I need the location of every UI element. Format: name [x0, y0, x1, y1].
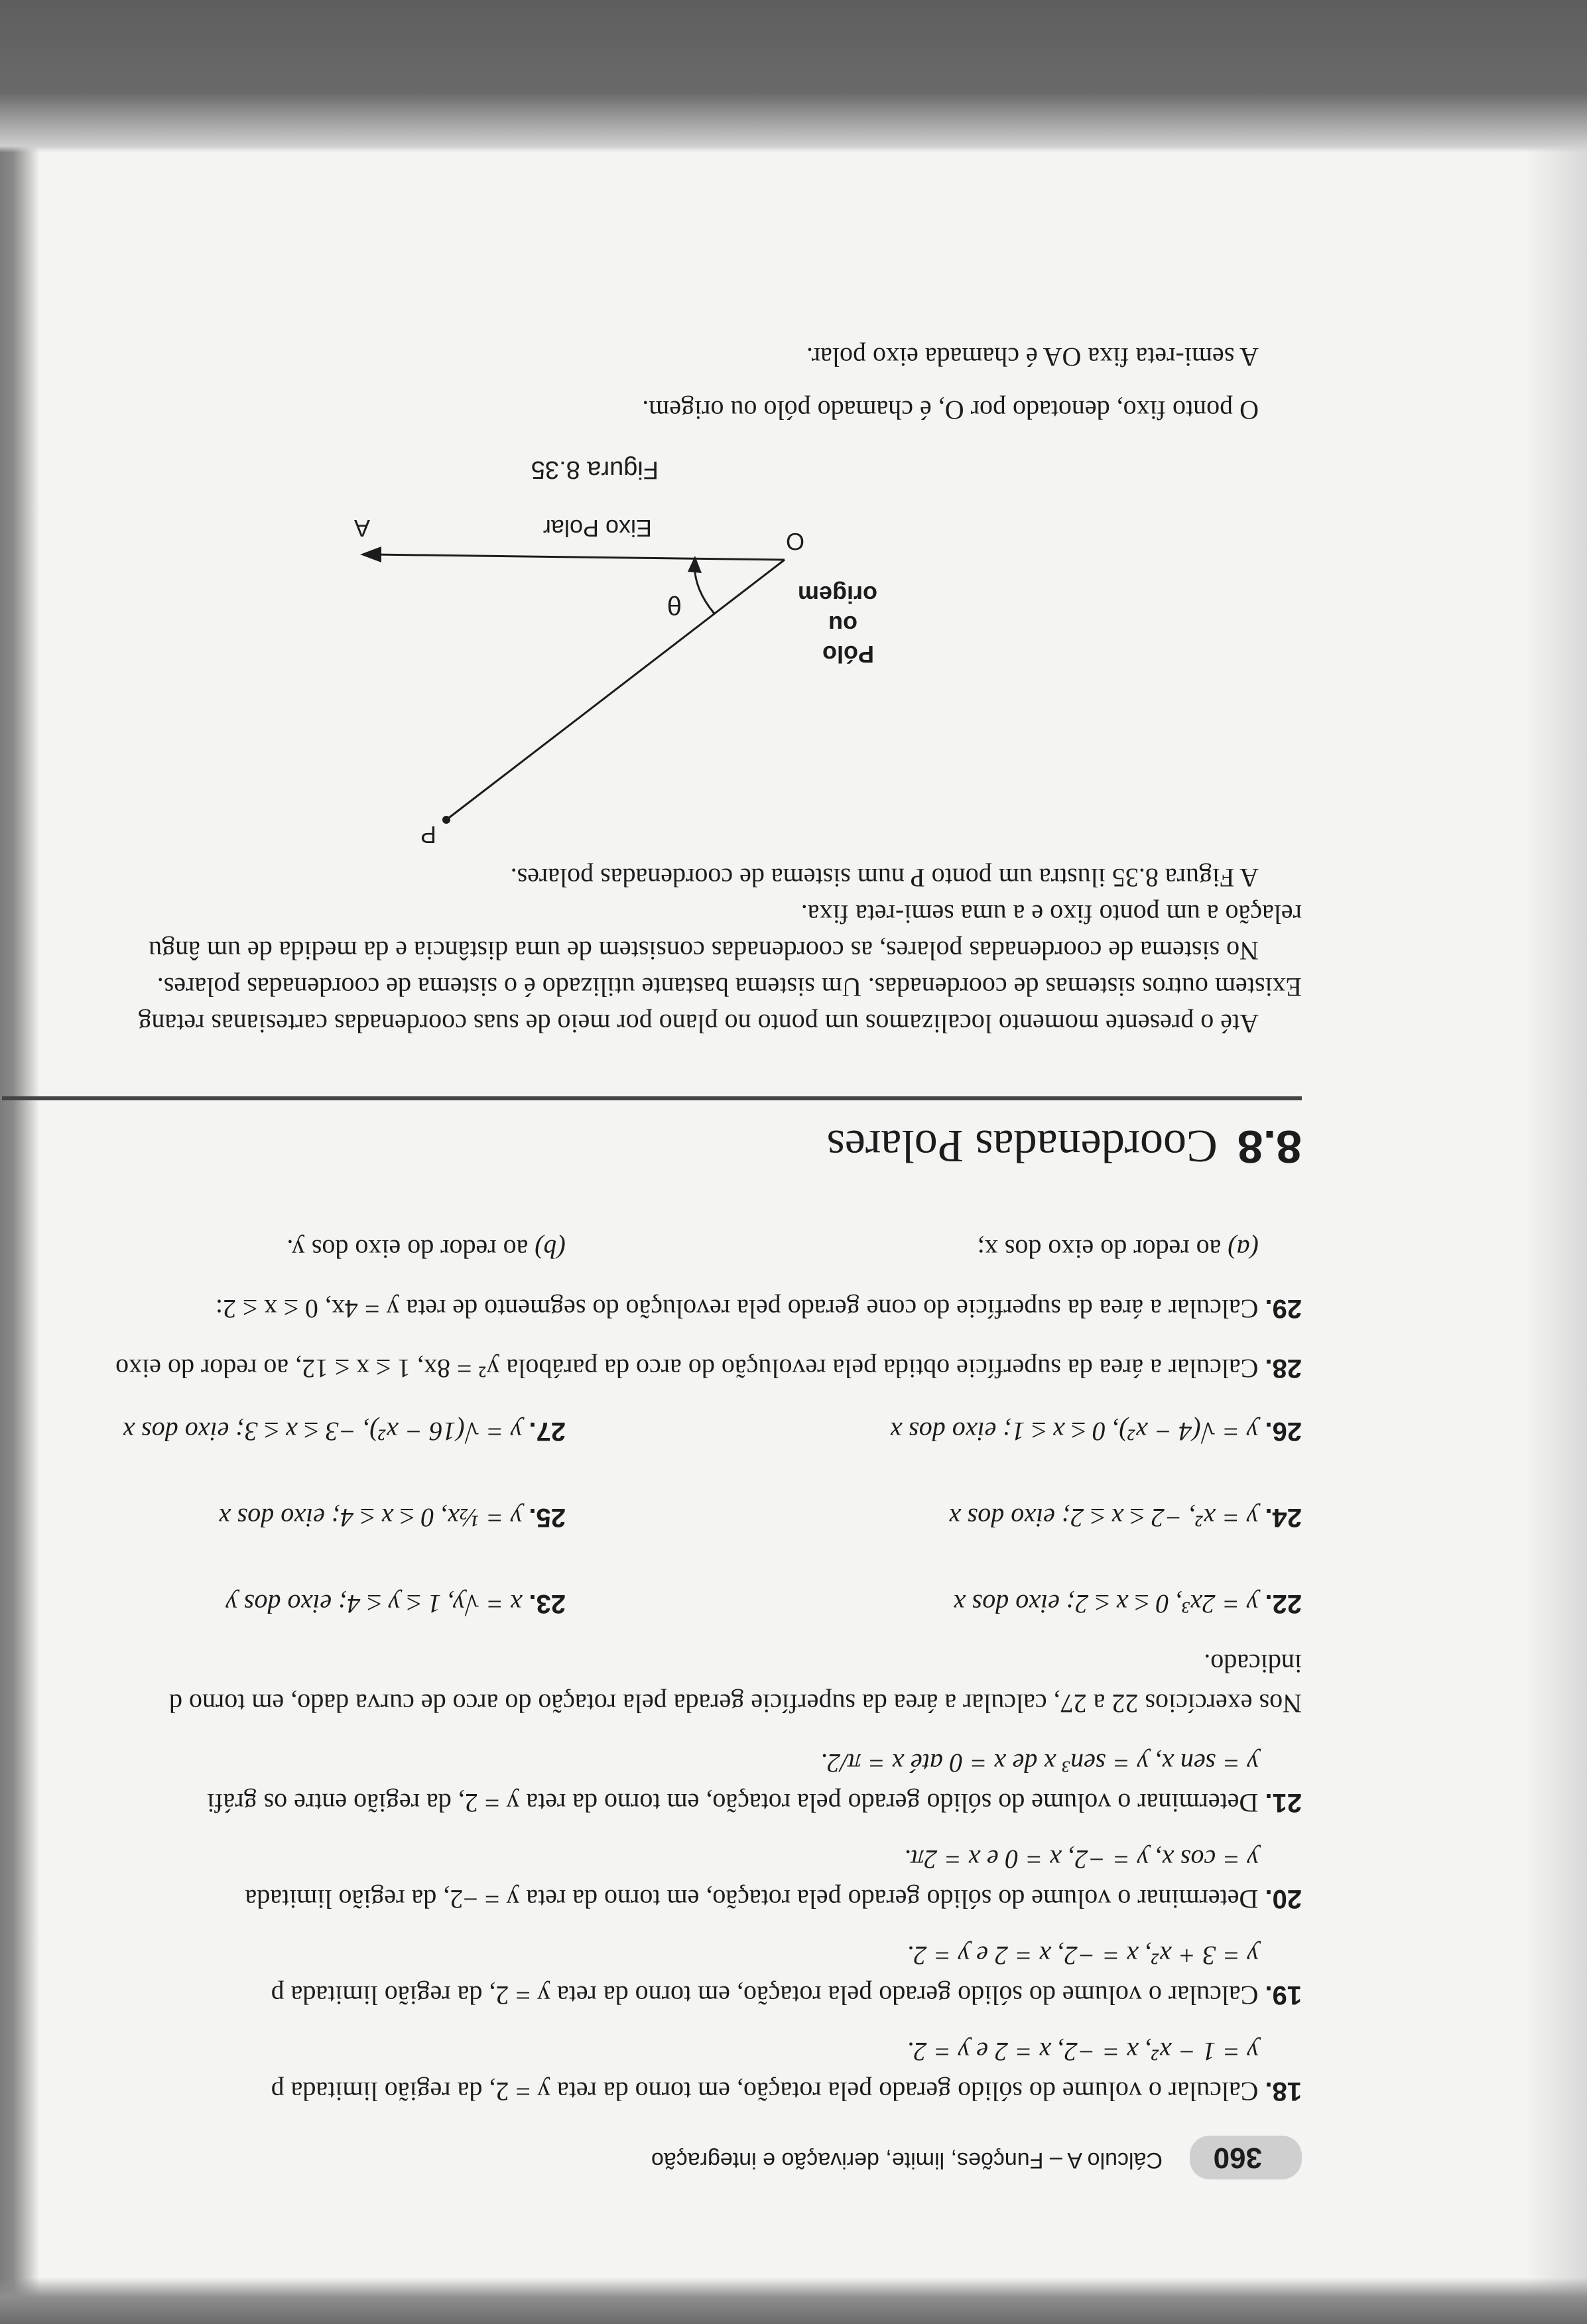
- label-O: O: [785, 528, 804, 555]
- after-figure-line2: A semi-reta fixa OA é chamada eixo polar.: [806, 342, 1259, 372]
- exercise-text: Calcular a área da superfície do cone gerado pela revolução do segmento de reta y = 4x, 0 ≤ x ≤ 2:: [215, 1294, 1259, 1324]
- section-paragraph-2: Existem outros sistemas de coordenadas. Um sistema bastante utilizado é o sistema de coordenadas polares.: [157, 972, 1302, 1002]
- ray-OP: [446, 560, 785, 820]
- exercise-18-formula: y = 1 − x², x = −2, x = 2 e y = 2.: [907, 2037, 1259, 2067]
- pole-label-line3: origem: [797, 581, 877, 608]
- after-figure-line1: O ponto fixo, denotado por O, é chamado pólo ou origem.: [642, 395, 1259, 425]
- exercise-text: Determinar o volume do sólido gerado pela rotação, em torno da reta y = 2, da região entre os gráfi: [207, 1788, 1259, 1818]
- exercise-number: 22.: [1265, 1589, 1302, 1618]
- label-theta: θ: [667, 590, 682, 619]
- exercise-number: 18.: [1265, 2077, 1302, 2106]
- exercise-20-formula: y = cos x, y = −2, x = 0 e x = 2π.: [904, 1844, 1259, 1874]
- exercise-text: Calcular o volume do sólido gerado pela rotação, em torno da reta y = 2, da região limitada p: [271, 2077, 1259, 2106]
- intro-22-27-line1: Nos exercícios 22 a 27, calcular a área da superfície gerada pela rotação do arco de curva dado, em torno d: [168, 1689, 1302, 1718]
- exercise-number: 21.: [1265, 1788, 1302, 1817]
- intro-22-27-line2: indicado.: [1204, 1649, 1302, 1679]
- section-paragraph-3: No sistema de coordenadas polares, as coordenadas consistem de uma distância e da medida de um ângu: [149, 936, 1259, 966]
- pole-label-line1: Pólo: [822, 641, 874, 668]
- polar-axis-arrowhead: [360, 547, 381, 562]
- exercise-number: 25.: [529, 1503, 566, 1532]
- exercise-number: 20.: [1265, 1884, 1302, 1913]
- item-text: ao redor do eixo dos y.: [286, 1234, 529, 1264]
- exercise-text: Calcular a área da superfície obtida pela revolução do arco da parábola y² = 8x, 1 ≤ x ≤ 12, ao redor do eixo: [115, 1354, 1259, 1384]
- axis-label: Eixo Polar: [542, 515, 652, 542]
- item-label: (b): [535, 1234, 566, 1264]
- item-label: (a): [1228, 1234, 1259, 1264]
- section-number: 8.8: [1237, 1121, 1302, 1173]
- exercise-text: Determinar o volume do sólido gerado pela rotação, em torno da reta y = −2, da região limitada: [245, 1884, 1259, 1914]
- exercise-number: 27.: [529, 1417, 566, 1446]
- page-number: 360: [1190, 2136, 1302, 2179]
- exercise-number: 23.: [529, 1589, 566, 1618]
- exercise-text: y = √(4 − x²), 0 ≤ x ≤ 1; eixo dos x: [890, 1417, 1259, 1447]
- exercise-text: x = √y, 1 ≤ y ≤ 4; eixo dos y: [225, 1589, 523, 1619]
- exercise-number: 19.: [1265, 1980, 1302, 2010]
- section-paragraph-5: A Figura 8.35 ilustra um ponto P num sistema de coordenadas polares.: [510, 863, 1259, 893]
- exercise-text: y = √(16 − x²), −3 ≤ x ≤ 3; eixo dos x: [123, 1417, 523, 1447]
- running-title: Cálculo A – Funções, limite, derivação e integração: [651, 2148, 1163, 2173]
- exercise-number: 28.: [1265, 1354, 1302, 1383]
- exercise-19-formula: y = 3 + x², x = −2, x = 2 e y = 2.: [907, 1941, 1259, 1970]
- exercise-21-formula: y = sen x, y = sen³ x de x = 0 até x = π/2.: [820, 1748, 1259, 1778]
- label-P: P: [420, 821, 436, 848]
- pole-label-line2: ou: [828, 611, 857, 638]
- exercise-text: y = 2x³, 0 ≤ x ≤ 2; eixo dos x: [953, 1589, 1259, 1619]
- section-paragraph-4: relação a um ponto fixo e a uma semi-reta fixa.: [800, 899, 1302, 929]
- exercise-text: y = x², −2 ≤ x ≤ 2; eixo dos x: [948, 1503, 1259, 1533]
- item-text: ao redor do eixo dos x;: [977, 1234, 1222, 1264]
- section-paragraph-1: Até o presente momento localizamos um ponto no plano por meio de suas coordenadas cartesianas retang: [138, 1009, 1259, 1039]
- point-P: [442, 816, 450, 824]
- section-title: Coordenadas Polares: [826, 1120, 1218, 1171]
- figure-caption: Figura 8.35: [531, 456, 659, 484]
- exercise-number: 26.: [1265, 1417, 1302, 1446]
- exercise-number: 24.: [1265, 1503, 1302, 1532]
- polar-axis-line: [373, 554, 785, 560]
- label-A: A: [353, 515, 370, 542]
- exercise-number: 29.: [1265, 1294, 1302, 1323]
- exercise-text: y = ½x, 0 ≤ x ≤ 4; eixo dos x: [218, 1503, 523, 1533]
- exercise-text: Calcular o volume do sólido gerado pela rotação, em torno da reta y = 2, da região limitada p: [271, 1980, 1259, 2010]
